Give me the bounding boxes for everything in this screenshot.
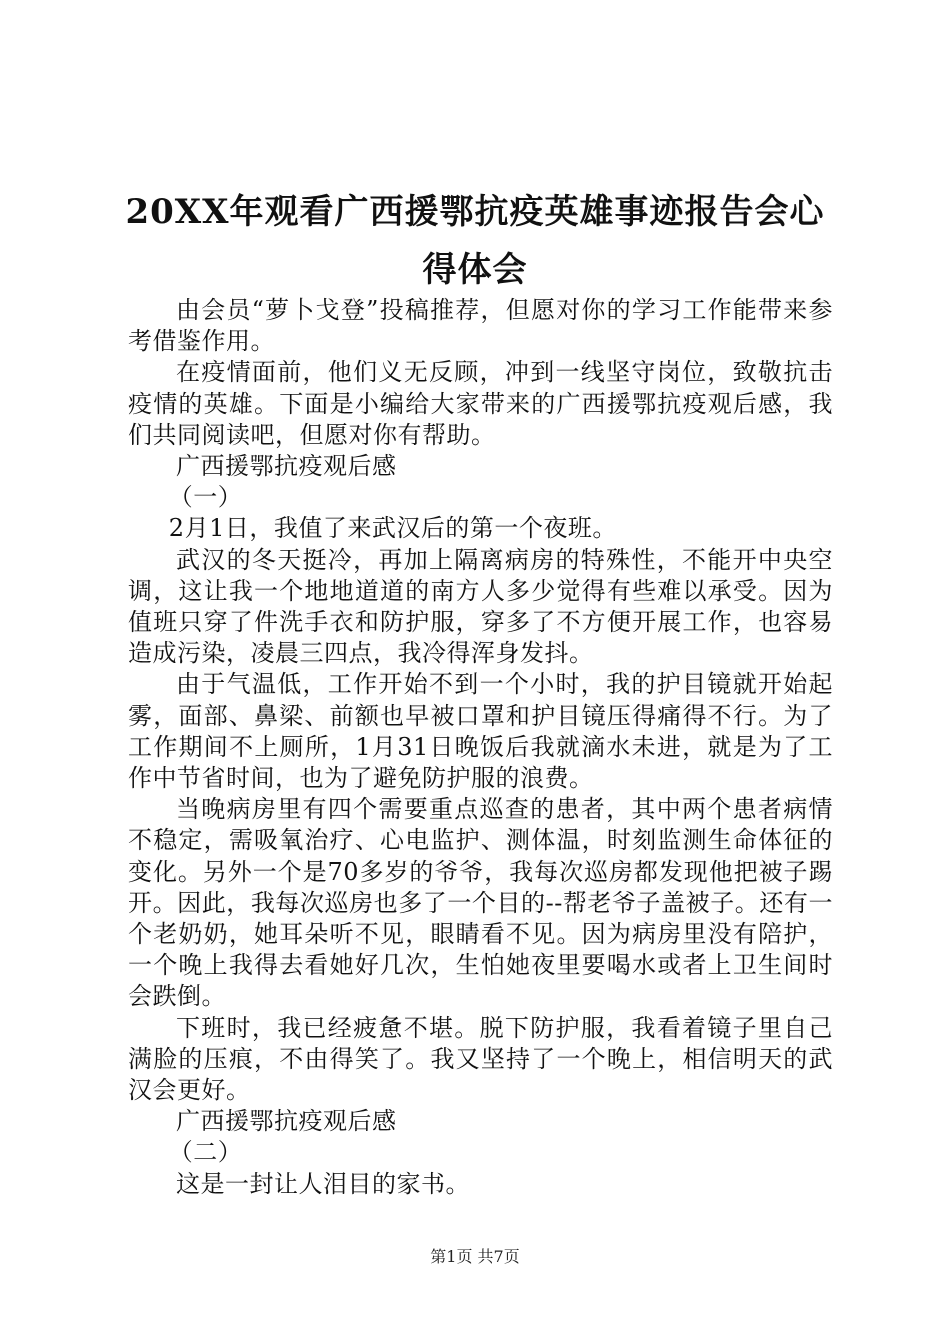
body-paragraph: 当晚病房里有四个需要重点巡查的患者，其中两个患者病情不稳定，需吸氧治疗、心电监护、测体温，时刻监测生命体征的变化。另外一个是70多岁的爷爷，我每次巡房都发现他把被子踢开。因此，我每次巡房也多了一个目的--帮老爷子盖被子。还有一个老奶奶，她耳朵听不见，眼睛看不见。因为病房里没有陪护，一个晚上我得去看她好几次，生怕她夜里要喝水或者上卫生间时会跌倒。 <box>128 795 833 1011</box>
body-paragraph: 下班时，我已经疲惫不堪。脱下防护服，我看着镜子里自己满脸的压痕，不由得笑了。我又坚持了一个晚上，相信明天的武汉会更好。 <box>128 1013 833 1105</box>
lead-paragraph: 在疫情面前，他们义无反顾，冲到一线坚守岗位，致敬抗击疫情的英雄。下面是小编给大家带来的广西援鄂抗疫观后感，我们共同阅读吧，但愿对你有帮助。 <box>128 358 833 449</box>
body-paragraph: 武汉的冬天挺冷，再加上隔离病房的特殊性，不能开中央空调，这让我一个地地道道的南方人多少觉得有些难以承受。因为值班只穿了件洗手衣和防护服，穿多了不方便开展工作，也容易造成污染，凌晨三四点，我冷得浑身发抖。 <box>128 545 833 668</box>
section-number-2: （二） <box>168 1138 243 1167</box>
intro-paragraph: 由会员“萝卜戈登”投稿推荐，但愿对你的学习工作能带来参考借鉴作用。 <box>128 296 833 356</box>
body-paragraph: 由于气温低，工作开始不到一个小时，我的护目镜就开始起雾，面部、鼻梁、前额也早被口罩和护目镜压得痛得不行。为了工作期间不上厕所，1月31日晚饭后我就滴水未进，就是为了工作中节省时间，也为了避免防护服的浪费。 <box>128 670 833 793</box>
document-title-line-2: 得体会 <box>422 250 528 290</box>
document-body <box>128 295 833 1200</box>
section-heading-1: 广西援鄂抗疫观后感 <box>176 452 397 481</box>
body-paragraph: 2月1日，我值了来武汉后的第一个夜班。 <box>168 514 617 543</box>
body-paragraph: 这是一封让人泪目的家书。 <box>176 1169 470 1198</box>
section-heading-2: 广西援鄂抗疫观后感 <box>176 1107 397 1136</box>
page-footer: 第1页 共7页 <box>430 1247 520 1266</box>
section-number-1: （一） <box>168 483 243 512</box>
document-title-line-1: 20XX年观看广西援鄂抗疫英雄事迹报告会心 <box>125 192 825 232</box>
